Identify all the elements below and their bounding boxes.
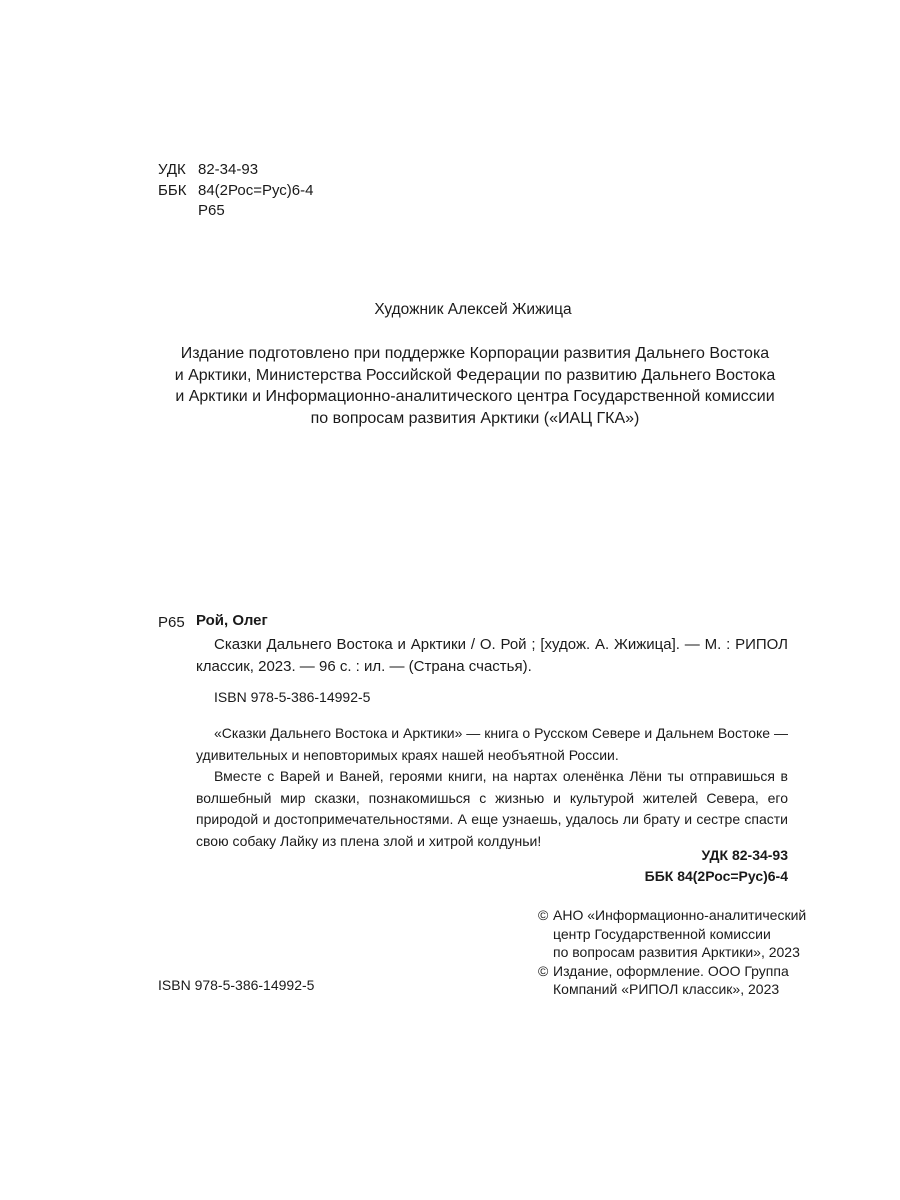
catalog-author-mark: Р65 — [158, 614, 185, 631]
support-line: по вопросам развития Арктики («ИАЦ ГКА») — [310, 409, 640, 427]
bibliographic-description: Сказки Дальнего Востока и Арктики / О. Рой ; [худож. А. Жижица]. — М. : РИПОЛ классик, 2023. — 96 с. : ил. — (Страна счастья). — [196, 636, 788, 675]
bbk-value: 84(2Рос=Рус)6-4 — [198, 181, 314, 199]
udk-code: УДК 82-34-93 — [701, 847, 788, 863]
catalog-isbn: ISBN 978-5-386-14992-5 — [214, 689, 371, 705]
annotation-paragraph: «Сказки Дальнего Востока и Арктики» — книга о Русском Севере и Дальнем Востоке — удивительных и неповторимых краях нашей необъятной России. — [196, 725, 788, 763]
copyright-line: Компаний «РИПОЛ классик», 2023 — [553, 981, 780, 997]
support-line: и Арктики, Министерства Российской Федерации по развитию Дальнего Востока — [174, 366, 776, 384]
copyright-line: Издание, оформление. ООО Группа — [553, 962, 789, 979]
copyright-item — [538, 962, 806, 999]
udk-label: УДК — [158, 161, 186, 178]
classification-codes-top — [158, 160, 313, 222]
bbk-code: ББК 84(2Рос=Рус)6-4 — [644, 868, 788, 884]
udk-row — [158, 160, 313, 181]
artist-line: Художник Алексей Жижица — [374, 301, 572, 318]
copyright-line: по вопросам развития Арктики», 2023 — [553, 944, 800, 960]
annotation-paragraph: Вместе с Варей и Ваней, героями книги, на нартах оленёнка Лёни ты отправишься в волшебный мир сказки, познакомишься с жизнью и культурой жителей Севера, его природой и достопримечательностями. А еще узнаешь, удалось ли брату и сестре спасти свою собаку Лайку из плена злой и хитрой колдуньи! — [196, 768, 788, 849]
copyright-block — [538, 906, 806, 999]
support-line: и Арктики и Информационно-аналитического центра Государственной комиссии — [175, 388, 775, 405]
udk-value: 82-34-93 — [198, 161, 259, 178]
copyright-symbol: © — [538, 962, 549, 979]
classification-codes-bottom — [645, 845, 788, 887]
support-statement — [120, 343, 830, 429]
copyright-item — [538, 906, 806, 962]
bbk-row — [158, 181, 313, 202]
support-line: Издание подготовлено при поддержке Корпорации развития Дальнего Востока — [180, 345, 770, 362]
copyright-line: центр Государственной комиссии — [553, 925, 771, 942]
annotation — [196, 723, 788, 852]
catalog-author: Рой, Олег — [196, 612, 268, 629]
copyright-symbol: © — [538, 907, 549, 923]
author-mark-row — [158, 201, 313, 222]
isbn-bottom: ISBN 978-5-386-14992-5 — [158, 977, 315, 993]
copyright-line: АНО «Информационно-аналитический — [553, 907, 807, 923]
author-mark: Р65 — [198, 202, 225, 219]
bbk-label: ББК — [158, 181, 187, 199]
